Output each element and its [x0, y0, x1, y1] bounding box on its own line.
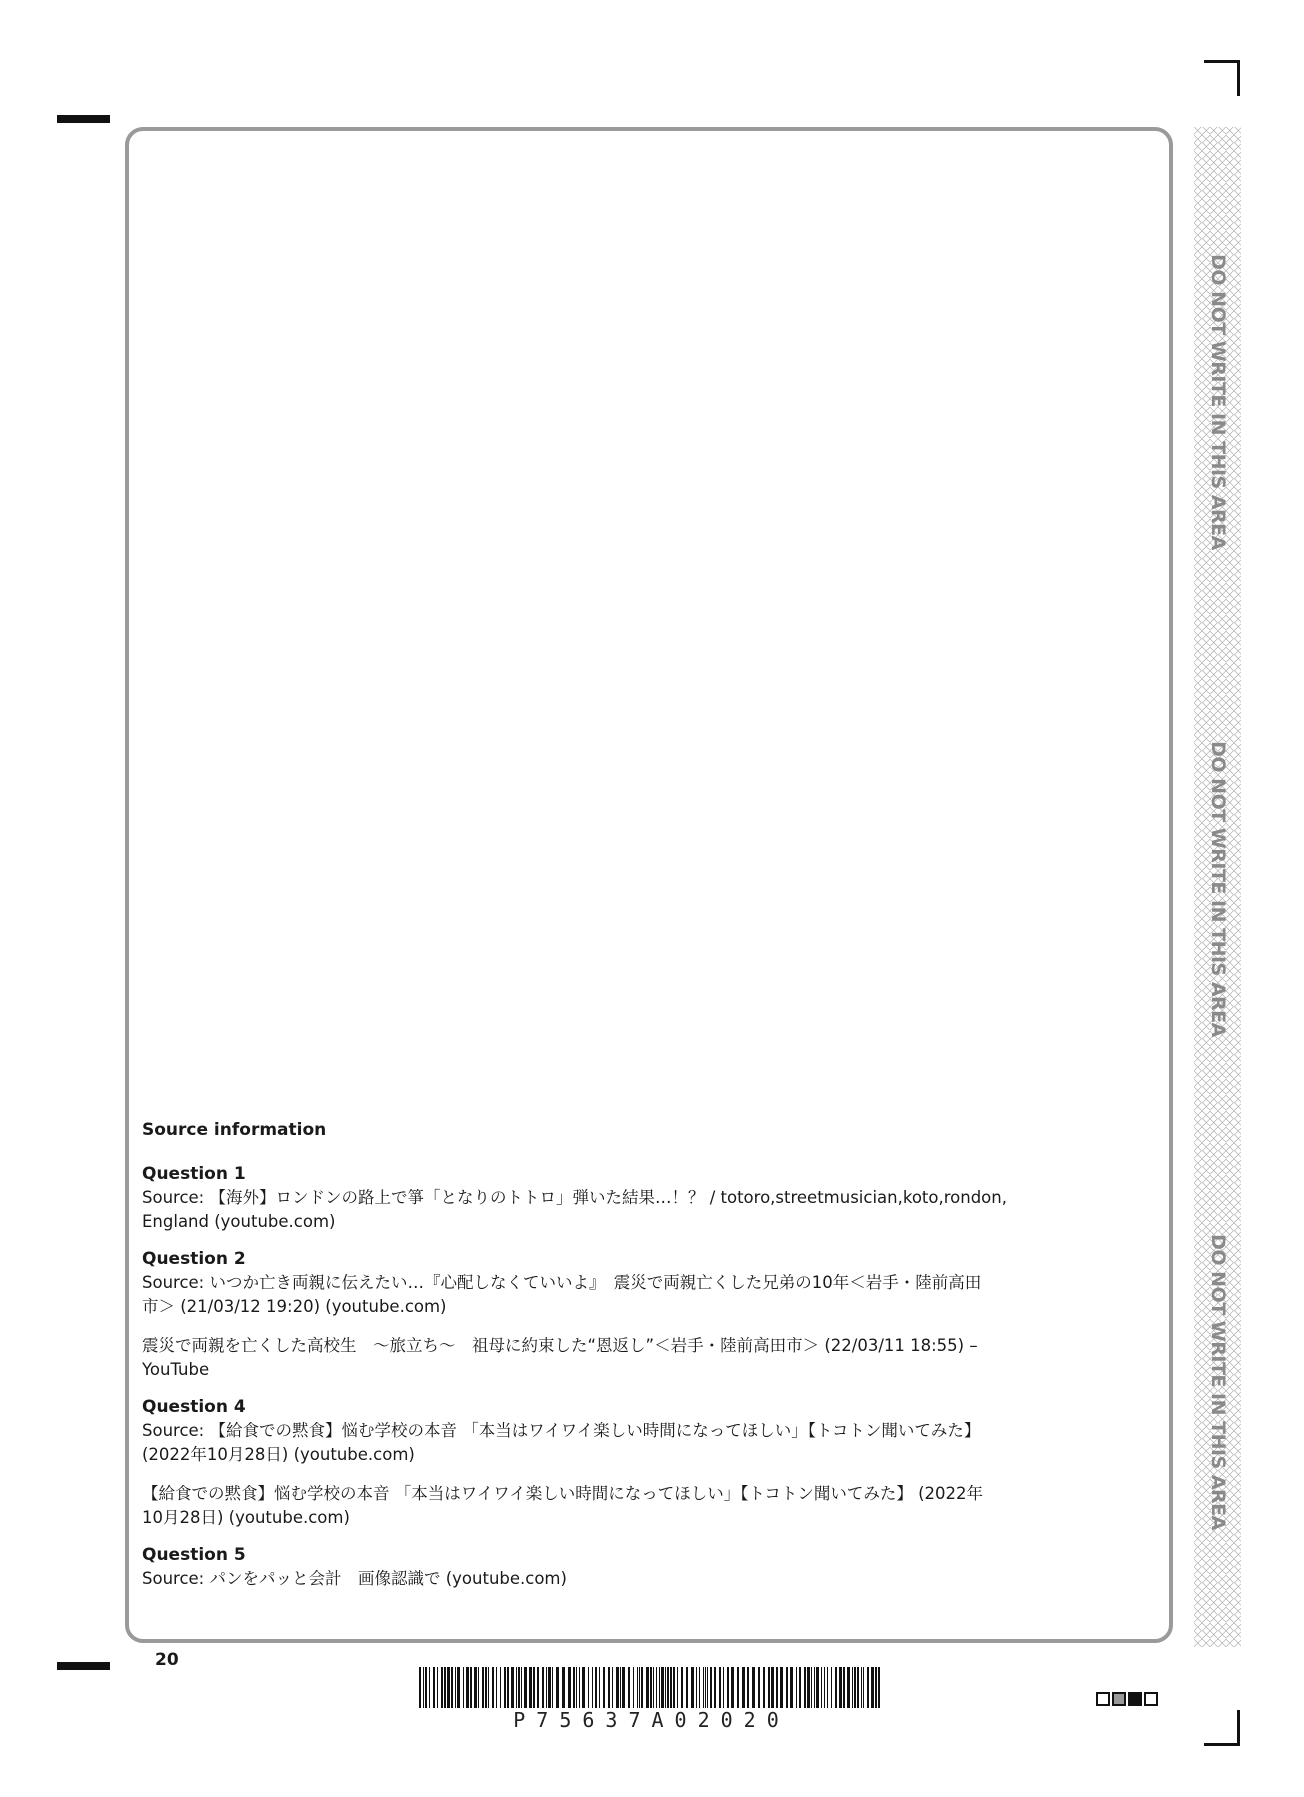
barcode-bar: [673, 1667, 675, 1708]
barcode-bar: [608, 1667, 610, 1708]
barcode-bar: [763, 1667, 765, 1708]
barcode-bar: [529, 1667, 532, 1708]
barcode-bar: [854, 1667, 856, 1708]
barcode-bar: [524, 1667, 527, 1708]
barcode-bar: [588, 1667, 589, 1708]
indicator-box: [1096, 1692, 1110, 1706]
barcode-bar: [814, 1667, 815, 1708]
barcode-bar: [727, 1667, 729, 1708]
barcode-bar: [878, 1667, 880, 1708]
barcode-bar: [747, 1667, 749, 1708]
barcode-bar: [752, 1667, 755, 1708]
barcode-bar: [500, 1667, 501, 1708]
barcode-bar: [811, 1667, 812, 1708]
barcode-bar: [478, 1667, 479, 1708]
barcode-bar: [821, 1667, 822, 1708]
question-title: Question 5: [142, 1545, 246, 1565]
barcode-bar: [496, 1667, 497, 1708]
barcode-bar: [511, 1667, 514, 1708]
barcode-bar: [616, 1667, 619, 1708]
barcode-bar: [677, 1667, 678, 1708]
barcode-bar: [582, 1667, 585, 1708]
barcode-bar: [816, 1667, 819, 1708]
barcode-bar: [714, 1667, 716, 1708]
barcode-bar: [516, 1667, 517, 1708]
barcode-bar: [423, 1667, 424, 1708]
source-line: Source: 【海外】ロンドンの路上で箏「となりのトトロ」弾いた結果…！？ / totoro,streetmusician,koto,rondon,: [142, 1188, 1007, 1207]
barcode-bar: [622, 1667, 625, 1708]
source-line: 市＞ (21/03/12 19:20) (youtube.com): [142, 1297, 447, 1316]
barcode-bar: [807, 1667, 810, 1708]
barcode-bar: [719, 1667, 721, 1708]
barcode-bar: [857, 1667, 859, 1708]
barcode-bar: [542, 1667, 544, 1708]
barcode-bar: [827, 1667, 828, 1708]
barcode-bar: [637, 1667, 638, 1708]
barcode-bar: [518, 1667, 520, 1708]
barcode-bar: [576, 1667, 577, 1708]
barcode-bar: [691, 1667, 694, 1708]
question-section: [142, 1543, 1157, 1591]
barcode-bar: [799, 1667, 801, 1708]
barcode-bar: [552, 1667, 553, 1708]
barcode-bar: [633, 1667, 634, 1708]
question-title: Question 4: [142, 1397, 246, 1417]
indicator-box: [1112, 1692, 1126, 1706]
barcode-bar: [653, 1667, 654, 1708]
barcode-bar: [429, 1667, 430, 1708]
barcode-bar: [843, 1667, 845, 1708]
question-section: [142, 1162, 1157, 1234]
barcode-bar: [742, 1667, 745, 1708]
barcode-bar: [595, 1667, 597, 1708]
barcode-bar: [641, 1667, 643, 1708]
barcode-bar: [661, 1667, 664, 1708]
source-heading: Source information: [142, 1120, 327, 1140]
barcode-bar: [628, 1667, 630, 1708]
barcode-bar: [867, 1667, 869, 1708]
barcode-bar: [650, 1667, 652, 1708]
do-not-write-strip: DO NOT WRITE IN THIS AREA DO NOT WRITE IN THIS AREA DO NOT WRITE IN THIS AREA: [1194, 127, 1241, 1647]
barcode-bar: [504, 1667, 506, 1708]
barcode-bar: [556, 1667, 559, 1708]
barcode-text: P75637A02020: [513, 1708, 790, 1732]
barcode-bar: [488, 1667, 489, 1708]
crop-mark-top-right-vertical: [1237, 60, 1240, 96]
barcode-bar: [441, 1667, 443, 1708]
barcode-bar: [771, 1667, 774, 1708]
barcode-bar: [592, 1667, 593, 1708]
barcode-bar: [470, 1667, 472, 1708]
page-number: 20: [155, 1650, 179, 1670]
barcode-bar: [667, 1667, 669, 1708]
margin-dash-top: [57, 115, 110, 123]
margin-dash-bottom: [57, 1662, 110, 1670]
source-information: [142, 1118, 1157, 1604]
source-line: 震災で両親を亡くした高校生 ～旅立ち～ 祖母に約束した“恩返し”＜岩手・陸前高田市＞ (22/03/11 18:55) –: [142, 1336, 978, 1355]
barcode-bar: [455, 1667, 456, 1708]
barcode-bar: [875, 1667, 877, 1708]
source-line: Source: 【給食での黙食】悩む学校の本音 「本当はワイワイ楽しい時間になってほしい」【トコトン聞いてみた】: [142, 1421, 981, 1440]
barcode-bar: [646, 1667, 649, 1708]
crop-mark-bottom-right: [1204, 1743, 1240, 1746]
barcode-bar: [852, 1667, 853, 1708]
barcode-bar: [686, 1667, 688, 1708]
source-line: Source: いつか亡き両親に伝えたい…『心配しなくていいよ』 震災で両親亡くした兄弟の10年＜岩手・陸前高田: [142, 1273, 982, 1292]
barcode-bar: [804, 1667, 806, 1708]
barcode-bar: [847, 1667, 850, 1708]
barcode-bar: [758, 1667, 760, 1708]
barcode-bar: [579, 1667, 580, 1708]
barcode-bar: [612, 1667, 613, 1708]
source-line: YouTube: [142, 1360, 210, 1379]
source-line: (2022年10月28日) (youtube.com): [142, 1445, 415, 1464]
barcode-bar: [796, 1667, 797, 1708]
barcode-bar: [533, 1667, 535, 1708]
question-section: [142, 1247, 1157, 1382]
barcode-bar: [707, 1667, 708, 1708]
barcode-bar: [861, 1667, 862, 1708]
question-title: Question 2: [142, 1249, 246, 1269]
barcode-bar: [546, 1667, 547, 1708]
barcode-bar: [670, 1667, 672, 1708]
barcode-bar: [474, 1667, 477, 1708]
question-section: [142, 1395, 1157, 1530]
barcode-bar: [425, 1667, 427, 1708]
barcode-bar: [839, 1667, 842, 1708]
barcode-bar: [599, 1667, 600, 1708]
indicator-box: [1128, 1692, 1142, 1706]
barcode-bar: [699, 1667, 700, 1708]
barcode-bar: [419, 1667, 421, 1708]
barcode-bar: [656, 1667, 657, 1708]
barcode-bar: [548, 1667, 551, 1708]
barcode-bar: [731, 1667, 734, 1708]
indicator-box: [1144, 1692, 1158, 1706]
barcode-bar: [831, 1667, 832, 1708]
barcode-bar: [768, 1667, 770, 1708]
source-line: 【給食での黙食】悩む学校の本音 「本当はワイワイ楽しい時間になってほしい」【トコトン聞いてみた】 (2022年: [142, 1484, 984, 1503]
barcode-bar: [863, 1667, 864, 1708]
barcode-bar: [568, 1667, 571, 1708]
barcode-bar: [780, 1667, 783, 1708]
source-line: Source: パンをパッと会計 画像認識で (youtube.com): [142, 1569, 567, 1588]
barcode-bar: [521, 1667, 522, 1708]
barcode-bar: [776, 1667, 778, 1708]
page-indicator-boxes: [1096, 1692, 1158, 1706]
barcode-bar: [463, 1667, 464, 1708]
crop-mark-top-right: [1204, 60, 1240, 63]
barcode-bar: [603, 1667, 605, 1708]
barcode-bar: [639, 1667, 640, 1708]
source-line: England (youtube.com): [142, 1212, 336, 1231]
barcode-bar: [451, 1667, 453, 1708]
barcode-bar: [665, 1667, 666, 1708]
barcode-bar: [620, 1667, 621, 1708]
barcode-bar: [696, 1667, 697, 1708]
barcode-bar: [562, 1667, 565, 1708]
barcode-bar: [466, 1667, 469, 1708]
barcode: [419, 1667, 884, 1708]
barcode-bar: [492, 1667, 494, 1708]
crop-mark-bottom-right-vertical: [1237, 1710, 1240, 1746]
barcode-bar: [824, 1667, 825, 1708]
barcode-bar: [573, 1667, 575, 1708]
barcode-bar: [737, 1667, 739, 1708]
question-list: [142, 1162, 1157, 1591]
barcode-bar: [537, 1667, 539, 1708]
barcode-bar: [433, 1667, 435, 1708]
barcode-bar: [437, 1667, 438, 1708]
barcode-bar: [444, 1667, 446, 1708]
barcode-bar: [710, 1667, 712, 1708]
barcode-bar: [457, 1667, 460, 1708]
barcode-bar: [790, 1667, 793, 1708]
barcode-bar: [703, 1667, 704, 1708]
question-title: Question 1: [142, 1164, 246, 1184]
barcode-bar: [485, 1667, 487, 1708]
barcode-bar: [482, 1667, 484, 1708]
barcode-bar: [871, 1667, 874, 1708]
barcode-bar: [659, 1667, 660, 1708]
barcode-bar: [705, 1667, 706, 1708]
source-line: 10月28日) (youtube.com): [142, 1508, 350, 1527]
barcode-bar: [723, 1667, 724, 1708]
barcode-bar: [786, 1667, 788, 1708]
barcode-bar: [681, 1667, 683, 1708]
barcode-bar: [835, 1667, 837, 1708]
barcode-bar: [507, 1667, 509, 1708]
barcode-bar: [447, 1667, 450, 1708]
